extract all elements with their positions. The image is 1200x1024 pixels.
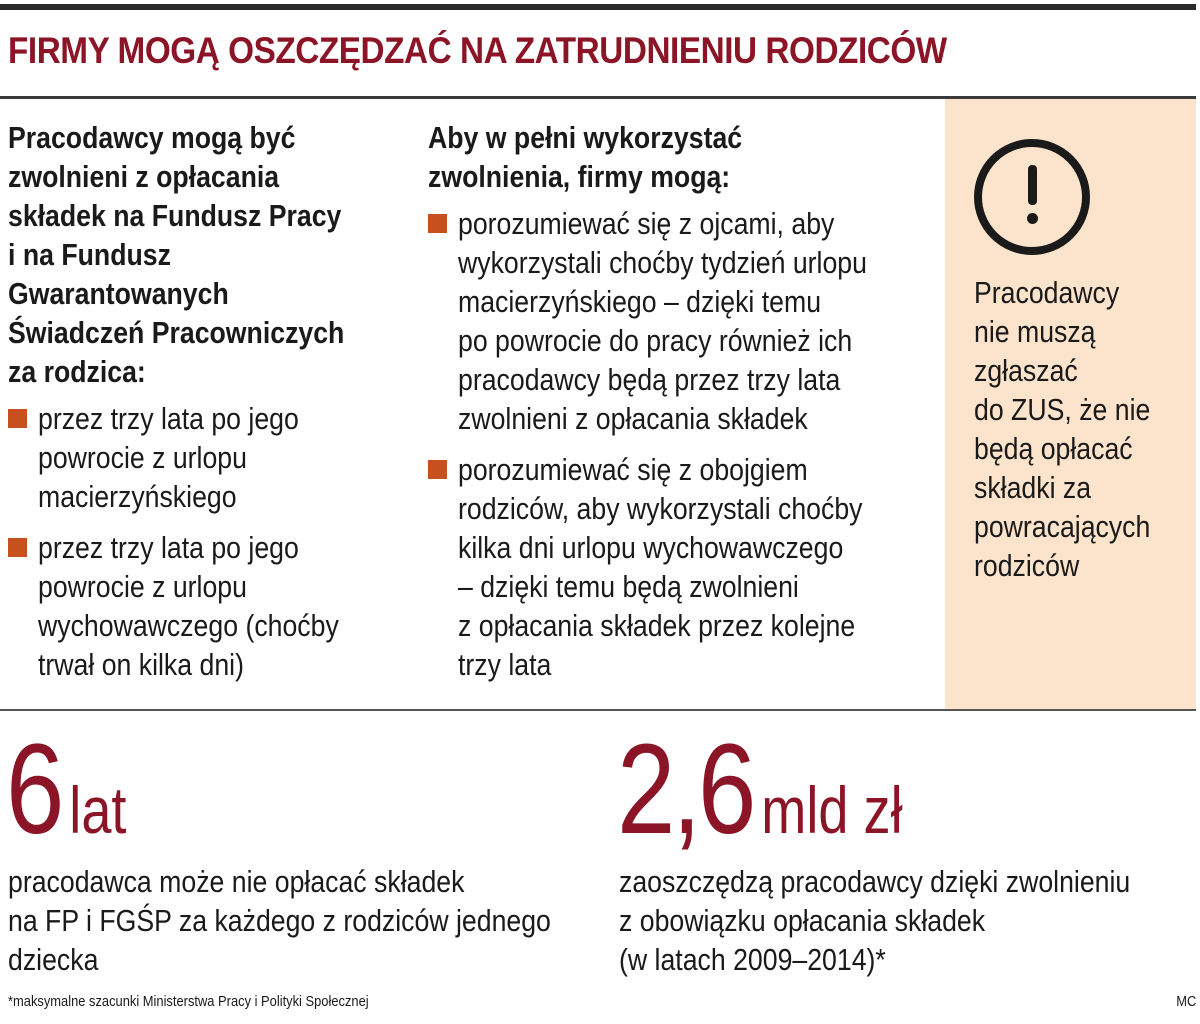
bullet-line: wychowawczego (choćby bbox=[38, 608, 339, 643]
middle-lead bbox=[428, 118, 932, 196]
bullet-square-icon bbox=[428, 214, 447, 233]
credit: MC bbox=[1175, 993, 1196, 1010]
info-sidebar bbox=[945, 99, 1196, 709]
stat-description-line: zaoszczędzą pracodawcy dzięki zwolnieniu bbox=[619, 864, 1131, 899]
sidebar-line: będą opłacać bbox=[974, 431, 1133, 466]
sidebar-line: powracających bbox=[974, 509, 1151, 544]
sidebar-line: składki za bbox=[974, 470, 1092, 505]
bullet-line: rodziców, aby wykorzystali choćby bbox=[458, 491, 863, 526]
stat-unit: mld zł bbox=[761, 773, 903, 847]
bullet-line: trwał on kilka dni) bbox=[38, 647, 244, 682]
bullet-line: wykorzystali choćby tydzień urlopu bbox=[458, 245, 867, 280]
left-bullet-list bbox=[8, 399, 408, 684]
bullet-line: kilka dni urlopu wychowawczego bbox=[458, 530, 844, 565]
left-column bbox=[8, 118, 408, 696]
sidebar-line: nie muszą bbox=[974, 314, 1096, 349]
top-rule bbox=[0, 4, 1196, 10]
bullet-line: trzy lata bbox=[458, 647, 552, 682]
stat-savings-description bbox=[619, 862, 1130, 979]
exclamation-circle-icon bbox=[974, 139, 1090, 255]
bullet-line: powrocie z urlopu bbox=[38, 440, 247, 475]
left-lead-line: Świadczeń Pracowniczych bbox=[8, 315, 345, 350]
bullet-square-icon bbox=[8, 538, 27, 557]
stat-description-line: dziecka bbox=[8, 942, 99, 977]
middle-bullet-list bbox=[428, 204, 933, 684]
sidebar-line: do ZUS, że nie bbox=[974, 392, 1151, 427]
list-item bbox=[428, 204, 933, 438]
list-item bbox=[428, 450, 933, 684]
bullet-line: przez trzy lata po jego bbox=[38, 530, 299, 565]
bullet-line: zwolnieni z opłacania składek bbox=[458, 401, 808, 436]
sidebar-line: zgłaszać bbox=[974, 353, 1078, 388]
stat-description-line: (w latach 2009–2014)* bbox=[619, 942, 886, 977]
stat-unit: lat bbox=[69, 773, 127, 847]
bullet-line: pracodawcy będą przez trzy lata bbox=[458, 362, 841, 397]
bullet-line: z opłacania składek przez kolejne bbox=[458, 608, 856, 643]
sidebar-text bbox=[974, 273, 1189, 585]
bullet-line: porozumiewać się z ojcami, aby bbox=[458, 206, 835, 241]
left-lead-line: składek na Fundusz Pracy bbox=[8, 198, 342, 233]
left-lead-line: i na Fundusz bbox=[8, 237, 171, 272]
middle-column bbox=[428, 118, 933, 696]
stat-number: 6 bbox=[6, 718, 62, 861]
bullet-line: – dzięki temu będą zwolnieni bbox=[458, 569, 799, 604]
stat-years-description bbox=[8, 862, 551, 979]
left-lead-line: za rodzica: bbox=[8, 354, 146, 389]
bullet-square-icon bbox=[8, 409, 27, 428]
list-item bbox=[8, 399, 408, 516]
left-lead-line: Gwarantowanych bbox=[8, 276, 229, 311]
bullet-line: porozumiewać się z obojgiem bbox=[458, 452, 808, 487]
sidebar-line: Pracodawcy bbox=[974, 275, 1120, 310]
left-lead-line: Pracodawcy mogą być bbox=[8, 120, 296, 155]
left-lead bbox=[8, 118, 407, 391]
stat-description-line: pracodawca może nie opłacać składek bbox=[8, 864, 465, 899]
middle-lead-line: zwolnienia, firmy mogą: bbox=[428, 159, 731, 194]
bullet-line: macierzyńskiego – dzięki temu bbox=[458, 284, 822, 319]
bullet-line: powrocie z urlopu bbox=[38, 569, 247, 604]
left-lead-line: zwolnieni z opłacania bbox=[8, 159, 280, 194]
section-divider bbox=[0, 709, 1196, 711]
bullet-line: macierzyńskiego bbox=[38, 479, 237, 514]
page-title: FIRMY MOGĄ OSZCZĘDZAĆ NA ZATRUDNIENIU RODZICÓW bbox=[8, 30, 947, 71]
footnote: *maksymalne szacunki Ministerstwa Pracy i Polityki Społecznej bbox=[8, 993, 369, 1010]
bullet-line: przez trzy lata po jego bbox=[38, 401, 299, 436]
bullet-line: po powrocie do pracy również ich bbox=[458, 323, 853, 358]
stat-number: 2,6 bbox=[617, 718, 754, 861]
stat-description-line: na FP i FGŚP za każdego z rodziców jednego bbox=[8, 903, 551, 938]
bullet-square-icon bbox=[428, 460, 447, 479]
sidebar-line: rodziców bbox=[974, 548, 1080, 583]
middle-lead-line: Aby w pełni wykorzystać bbox=[428, 120, 743, 155]
stat-description-line: z obowiązku opłacania składek bbox=[619, 903, 986, 938]
list-item bbox=[8, 528, 408, 684]
